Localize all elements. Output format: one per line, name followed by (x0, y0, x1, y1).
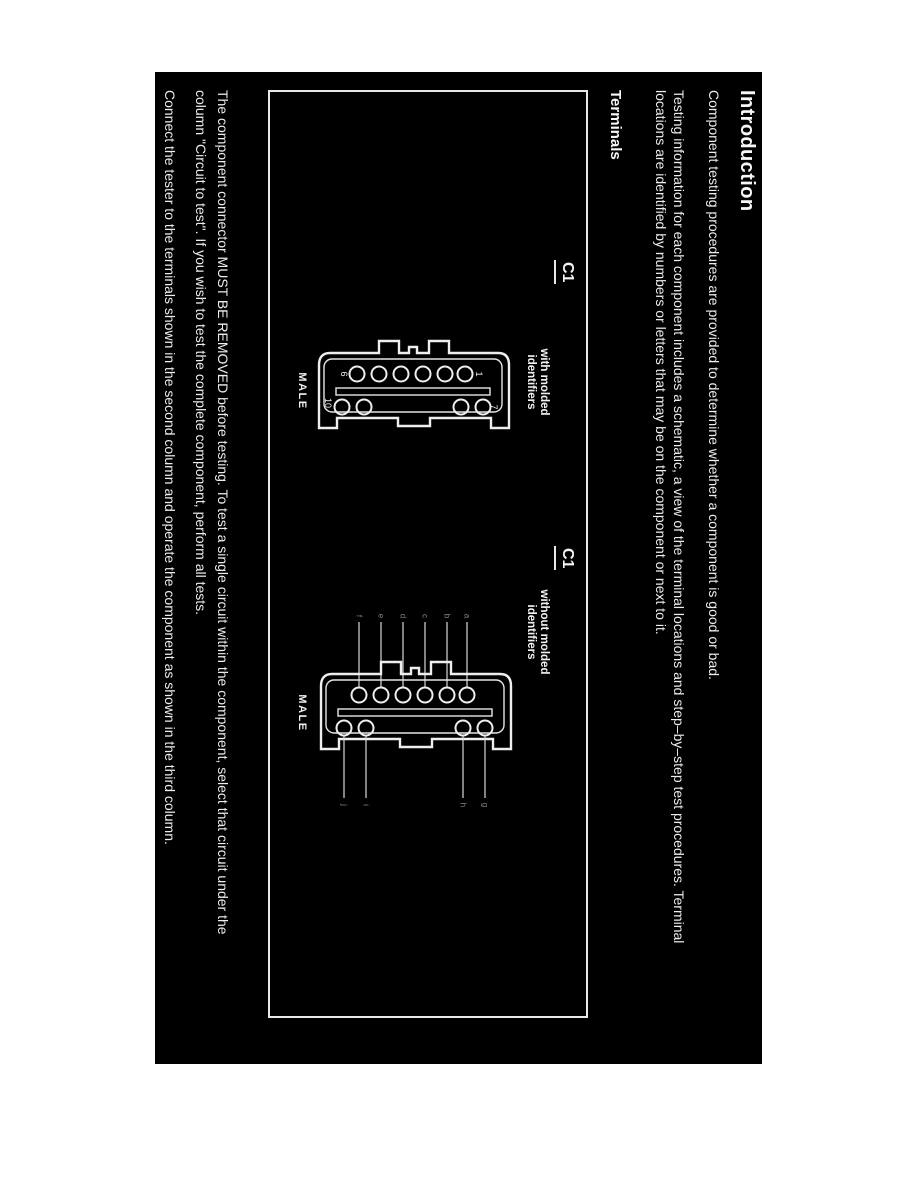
left-connector-caption-line-2: identifiers (525, 354, 537, 410)
pin-circle (394, 367, 409, 382)
pin-circle (372, 367, 387, 382)
pin-circle (416, 367, 431, 382)
terminal-letter-e: e (376, 613, 386, 619)
connector-removed-line-2: column "Circuit to test". If you wish to test the complete component, perform all tests. (193, 90, 209, 616)
pin-circle (352, 688, 367, 703)
connector-key-slot (338, 709, 492, 716)
terminal-letter-g: g (480, 802, 490, 808)
pin-circle (440, 688, 455, 703)
pin-circle (374, 688, 389, 703)
scanned-page-area (155, 72, 762, 1064)
pin-circle (350, 367, 365, 382)
pin-circle (458, 367, 473, 382)
right-connector-caption-line-2: identifiers (525, 604, 537, 660)
connector-removed-line-1: The component connector MUST BE REMOVED before testing. To test a single circuit within the component, select that circuit under the (215, 90, 231, 935)
terminal-letter-f: f (354, 614, 364, 618)
pin-number-10: 10 (323, 397, 333, 409)
testing-info-line-2: locations are identified by numbers or letters that may be on the component or next to it. (653, 90, 669, 635)
right-connector-caption (524, 552, 550, 712)
pin-circle (396, 688, 411, 703)
pin-circle (460, 688, 475, 703)
right-connector-title: C1 (554, 546, 576, 570)
terminal-letter-b: b (442, 613, 452, 619)
connector-removed-paragraph (190, 90, 234, 935)
terminals-heading: Terminals (607, 90, 624, 160)
pin-circle (418, 688, 433, 703)
right-connector-gender-label: MALE (296, 694, 308, 732)
terminal-letter-d: d (398, 613, 408, 619)
intro-paragraph: Component testing procedures are provided to determine whether a component is good or bad. (706, 90, 722, 680)
pin-number-7: 7 (489, 404, 499, 410)
connect-tester-paragraph: Connect the tester to the terminals shown in the second column and operate the component as shown in the third column. (162, 90, 178, 845)
pin-number-6: 6 (339, 371, 349, 377)
left-connector-title: C1 (554, 260, 576, 284)
terminal-letter-j: j (339, 804, 349, 806)
terminal-letter-c: c (420, 614, 430, 618)
male-connector-without-ids-svg (319, 607, 513, 812)
terminal-letter-h: h (458, 802, 468, 808)
connector-key-slot (336, 388, 490, 395)
right-connector-drawing (319, 607, 513, 812)
pin-circle (438, 367, 453, 382)
left-connector-caption (524, 322, 550, 442)
left-connector-drawing (317, 339, 511, 434)
left-connector-caption-line-1: with molded (538, 348, 550, 416)
male-connector-with-ids-svg (317, 339, 511, 434)
testing-info-line-1: Testing information for each component includes a schematic, a view of the terminal locations and step–by–step test procedures. Terminal (671, 90, 687, 944)
testing-info-paragraph (652, 90, 688, 943)
introduction-heading: Introduction (736, 90, 758, 212)
pin-number-1: 1 (474, 371, 484, 377)
terminal-letter-a: a (462, 613, 472, 619)
terminal-letter-i: i (361, 804, 371, 806)
terminals-figure-box (268, 90, 588, 1018)
right-connector-caption-line-1: without molded (538, 589, 550, 675)
left-connector-gender-label: MALE (296, 372, 308, 410)
